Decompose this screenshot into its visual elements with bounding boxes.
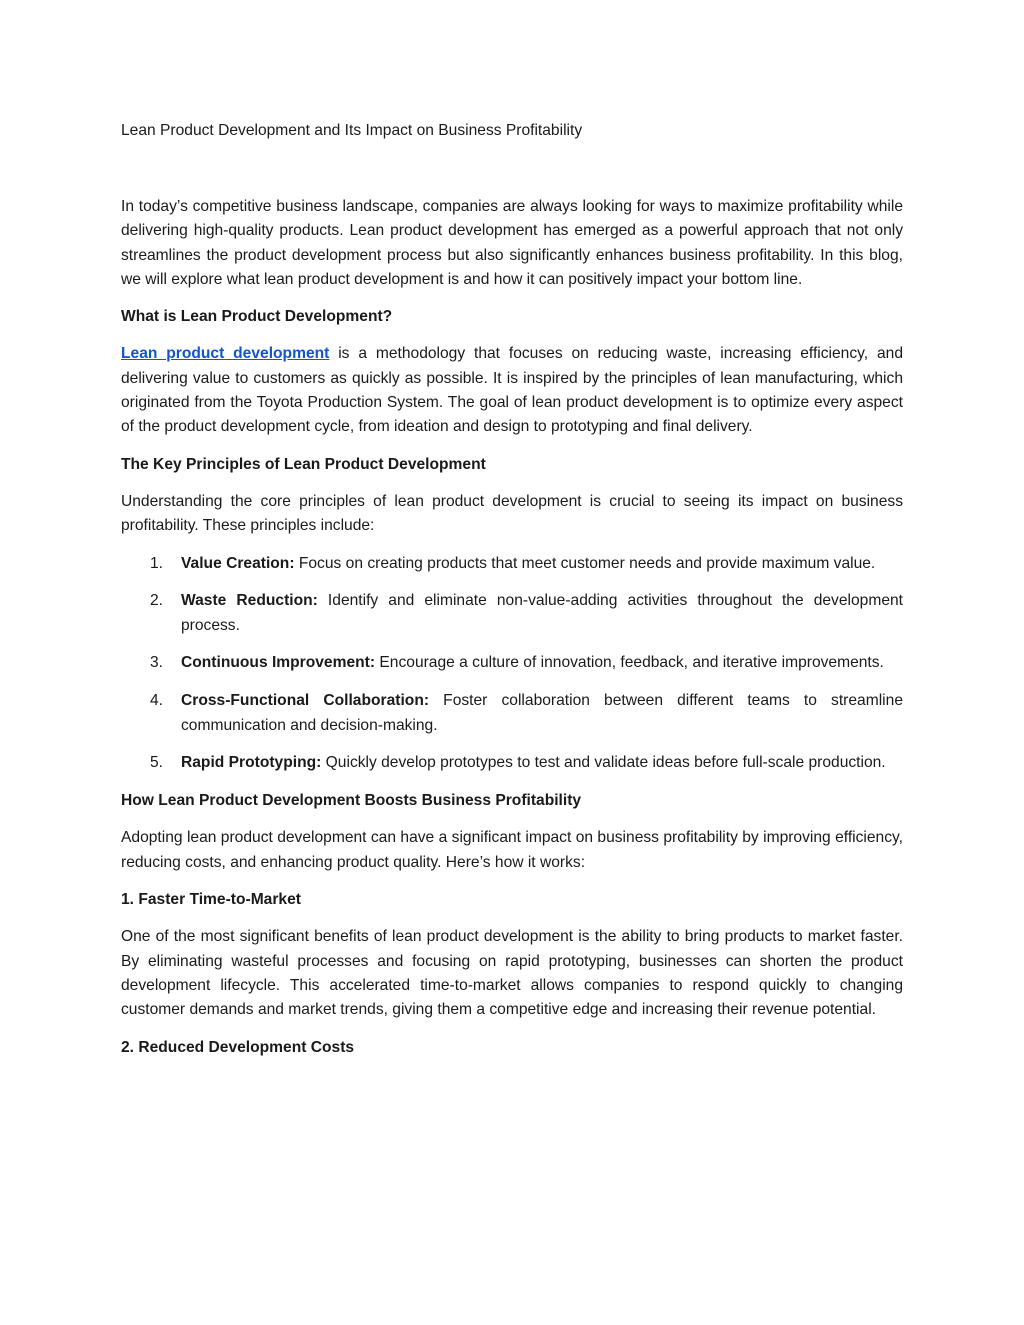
lean-product-development-link[interactable]: Lean product development bbox=[121, 345, 330, 363]
principle-text: Focus on creating products that meet customer needs and provide maximum value. bbox=[294, 554, 876, 572]
heading-reduced-costs: 2. Reduced Development Costs bbox=[121, 1038, 355, 1056]
faster-time-to-market-paragraph: One of the most significant benefits of lean product development is the ability to bring products to market faster. By eliminating wasteful processes and focusing on rapid prototyping, businesses can shorten the product development lifecycle. This accelerated time-to-market allows companies to respond quickly to changing customer demands and market trends, giving them a competitive edge and increasing their revenue potential. bbox=[121, 928, 903, 1019]
principle-text: Encourage a culture of innovation, feedback, and iterative improvements. bbox=[375, 654, 884, 672]
principles-intro-paragraph: Understanding the core principles of lean product development is crucial to seeing its impact on business profitability. These principles include: bbox=[121, 492, 903, 535]
principle-number: 3. bbox=[150, 654, 164, 672]
principle-term: Waste Reduction: bbox=[181, 592, 318, 610]
principle-text: Identify and eliminate non-value-adding activities throughout the development process. bbox=[181, 592, 903, 634]
document-page bbox=[121, 118, 903, 1073]
principle-term: Value Creation: bbox=[181, 554, 295, 572]
principle-number: 2. bbox=[150, 592, 164, 610]
intro-paragraph: In today’s competitive business landscape, companies are always looking for ways to maximize profitability while delivering high-quality products. Lean product development has emerged as a powerful approach that not only streamlines the product development process but also significantly enhances business profitability. In this blog, we will explore what lean product development is and how it can positively impact your bottom line. bbox=[121, 198, 903, 288]
what-is-lean-paragraph bbox=[121, 342, 903, 439]
principle-term: Cross-Functional Collaboration: bbox=[181, 692, 430, 710]
principle-term: Rapid Prototyping: bbox=[181, 754, 322, 772]
principle-number: 5. bbox=[150, 754, 164, 772]
principle-item bbox=[121, 751, 903, 775]
principle-item bbox=[121, 651, 903, 675]
boosts-intro-paragraph: Adopting lean product development can have a significant impact on business profitability by improving efficiency, reducing costs, and enhancing product quality. Here’s how it works: bbox=[121, 829, 903, 871]
principle-item bbox=[121, 689, 903, 738]
principle-item bbox=[121, 552, 903, 576]
principle-term: Continuous Improvement: bbox=[181, 654, 376, 672]
principle-item bbox=[121, 589, 903, 638]
principle-text: Quickly develop prototypes to test and validate ideas before full-scale production. bbox=[321, 754, 886, 772]
heading-faster-time-to-market: 1. Faster Time-to-Market bbox=[121, 891, 301, 909]
heading-boosts-profitability: How Lean Product Development Boosts Business Profitability bbox=[121, 792, 582, 810]
principles-list bbox=[121, 552, 903, 776]
heading-what-is-lean: What is Lean Product Development? bbox=[121, 308, 393, 326]
principle-text: Foster collaboration between different teams to streamline communication and decision-making. bbox=[181, 692, 903, 734]
what-is-lean-body: is a methodology that focuses on reducing waste, increasing efficiency, and delivering value to customers as quickly as possible. It is inspired by the principles of lean manufacturing, which originated from the Toyota Production System. The goal of lean product development is to optimize every aspect of the product development cycle, from ideation and design to prototyping and final delivery. bbox=[121, 345, 903, 436]
document-title: Lean Product Development and Its Impact on Business Profitability bbox=[121, 122, 583, 139]
principle-number: 4. bbox=[150, 692, 164, 710]
principle-number: 1. bbox=[150, 554, 164, 572]
heading-key-principles: The Key Principles of Lean Product Development bbox=[121, 455, 486, 473]
